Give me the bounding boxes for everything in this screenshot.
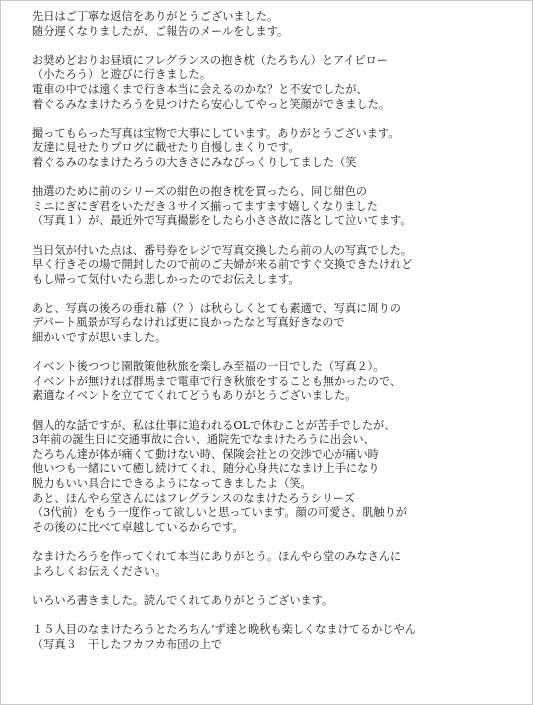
paragraph-lottery bbox=[32, 185, 527, 229]
paragraph-visit bbox=[32, 54, 527, 112]
text-line: 脱力もいい具合にできるようになってきましたよ（笑。 bbox=[32, 477, 312, 490]
text-line: 当日気が付いた点は、番号券をレジで写真交換したら前の人の写真でした。 bbox=[32, 243, 413, 257]
text-line: なまけたろうを作ってくれて本当にありがとう。ほんやら堂のみなさんに bbox=[32, 549, 402, 563]
text-line: 友達に見せたりブログに載せたり自慢しまくりです。 bbox=[32, 141, 300, 155]
text-line: 随分遅くなりましたが、ご報告のメールをします。 bbox=[32, 24, 289, 38]
text-line: （写真３ 干したフカフカ布団の上で bbox=[32, 637, 222, 651]
text-line: 着ぐるみのなまけたろうの大きさにみなびっくりしてました（笑 bbox=[32, 155, 357, 169]
text-line: お奨めどおりお昼頃にフレグランスの抱き枕（たろちん）とアイピロー bbox=[32, 53, 388, 67]
text-line: あと、ほんやら堂さんにはフレグランスのなまけたろうシリーズ bbox=[32, 491, 355, 505]
paragraph-thanks bbox=[32, 10, 527, 39]
text-line: 電車の中では遠くまで行き本当に会えるのかな？と不安でしたが、 bbox=[32, 82, 368, 96]
text-line: よろしくお伝えください。 bbox=[32, 564, 167, 578]
paragraph-closing bbox=[32, 594, 527, 609]
text-line: １５人目のなまけたろうとたろちん’ず達と晩秋も楽しくなまけてるかじやん bbox=[32, 622, 416, 636]
text-line: 細かいですが思いました。 bbox=[32, 331, 167, 345]
paragraph-event bbox=[32, 360, 527, 404]
text-line: ミニにぎにぎ君をいただき３サイズ揃ってますます嬉しくなりました bbox=[32, 199, 378, 213]
text-line: 先日はご丁寧な返信をありがとうございました。 bbox=[32, 10, 279, 23]
paragraph-personal bbox=[32, 419, 527, 536]
text-line: もし帰って気付いたら悲しかったのでお伝えします。 bbox=[32, 272, 300, 286]
text-line: 3年前の誕生日に交通事故に合い、通院先でなまけたろうに出会い、 bbox=[32, 433, 375, 447]
text-line: 早く行きその場で開封したので前のご夫婦が来る前ですぐ交換できたけれど bbox=[32, 258, 413, 272]
text-line: イベントが無ければ群馬まで電車で行き秋旅をすることも無かったので、 bbox=[32, 374, 401, 388]
text-line: たろちん達が体が痛くて動けない時、保険会社との交渉で心が痛い時 bbox=[32, 447, 379, 461]
paragraph-signature bbox=[32, 623, 527, 652]
text-line: 個人的な話ですが、私は仕事に追われるOLで休むことが苦手でしたが、 bbox=[32, 418, 396, 432]
text-line: デパート風景が写らなければ更に良かったなと写真好きなので bbox=[32, 316, 345, 330]
text-line: あと、写真の後ろの垂れ幕（？）は秋らしくとても素適で、写真に周りの bbox=[32, 301, 401, 315]
text-line: 着ぐるみなまけたろうを見つけたら安心してやっと笑顔ができました。 bbox=[32, 97, 391, 111]
text-line: その後のに比べて卓越しているからです。 bbox=[32, 520, 244, 534]
paragraph-gratitude bbox=[32, 550, 527, 579]
text-line: （3代前）をもう一度作って欲しいと思っています。顔の可愛さ、肌触りが bbox=[32, 506, 407, 520]
text-line: 撮ってもらった写真は宝物で大事にしています。ありがとうございます。 bbox=[32, 126, 400, 140]
text-line: （小たろう）と遊びに行きました。 bbox=[32, 68, 212, 82]
paragraph-banner bbox=[32, 302, 527, 346]
text-line: （写真１）が、最近外で写真撮影をしたら小ささ故に落として泣いてます。 bbox=[32, 214, 412, 228]
text-line: いろいろ書きました。読んでくれてありがとうございます。 bbox=[32, 593, 334, 607]
letter-body bbox=[32, 10, 527, 667]
text-line: 素適なイベントを立ててくれてどうもありがとうございました。 bbox=[32, 389, 357, 403]
text-line: 他いつも一緒にいて癒し続けてくれ、随分心身共になまけ上手になり bbox=[32, 462, 380, 476]
paragraph-feedback bbox=[32, 244, 527, 288]
text-line: 抽選のために前のシリーズの紺色の抱き枕を買ったら、同じ紺色の bbox=[32, 185, 368, 199]
paragraph-photos bbox=[32, 127, 527, 171]
text-line: イベント後つつじ園散策他秋旅を楽しみ至福の一日でした（写真２）。 bbox=[32, 360, 385, 374]
